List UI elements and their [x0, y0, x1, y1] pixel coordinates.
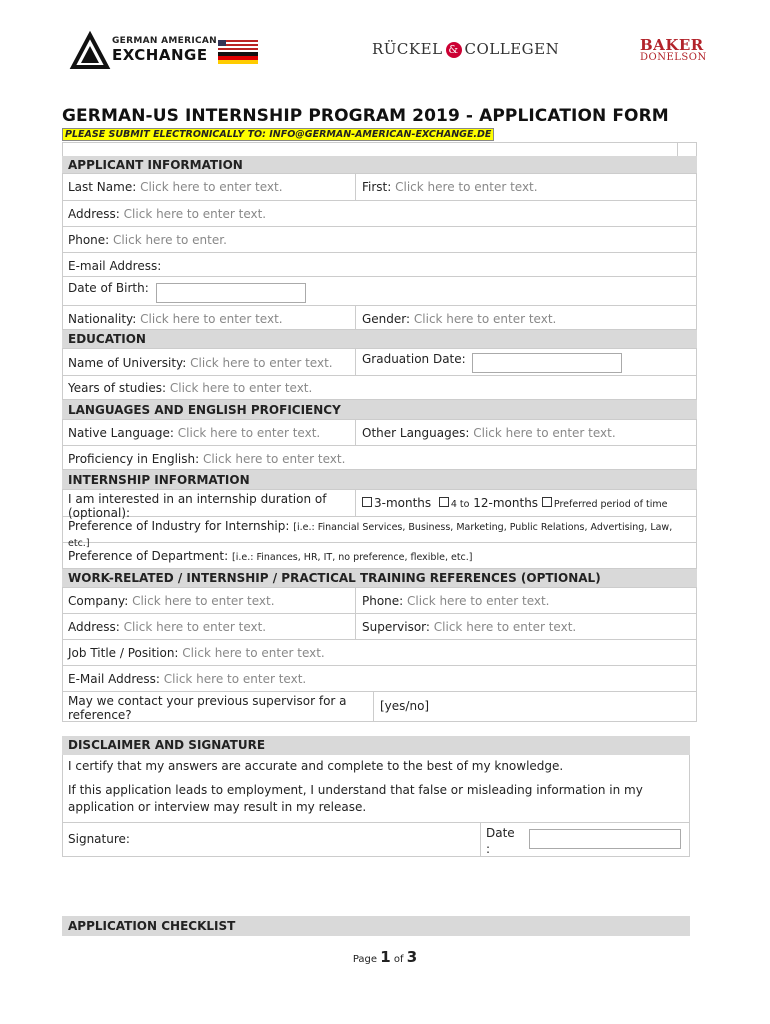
- signature-label: Signature:: [68, 832, 130, 846]
- baker-donelson-logo: BAKER DONELSON: [640, 36, 707, 63]
- native-language-field[interactable]: Click here to enter text.: [177, 426, 321, 440]
- section-education: EDUCATION: [62, 330, 697, 349]
- row-contact: May we contact your previous supervisor for a reference? [yes/no]: [68, 694, 430, 722]
- years-field[interactable]: Click here to enter text.: [169, 381, 313, 395]
- section-references: WORK-RELATED / INTERNSHIP / PRACTICAL TRAINING REFERENCES (OPTIONAL): [62, 569, 697, 588]
- german-american-exchange-logo: [72, 34, 262, 70]
- phone-field[interactable]: Click here to enter.: [113, 233, 227, 247]
- dob-input[interactable]: [156, 283, 306, 303]
- department-field[interactable]: [i.e.: Finances, HR, IT, no preference, flexible, etc.]: [232, 552, 473, 563]
- row-duration: I am interested in an internship duration of (optional): 3-months 4 to 12-months Preferred period of time: [62, 490, 697, 517]
- row-nationality: Nationality: Click here to enter text. Gender: Click here to enter text.: [62, 306, 697, 330]
- ref-phone-field[interactable]: Click here to enter text.: [407, 594, 550, 608]
- nationality-field[interactable]: Click here to enter text.: [140, 312, 283, 326]
- disclaimer-line1: I certify that my answers are accurate and complete to the best of my knowledge.: [68, 759, 564, 773]
- ruckel-collegen-logo: RÜCKEL & COLLEGEN: [372, 40, 560, 58]
- row-department: Preference of Department: [i.e.: Finances, HR, IT, no preference, flexible, etc.]: [62, 543, 697, 569]
- submit-note: PLEASE SUBMIT ELECTRONICALLY TO: INFO@GERMAN-AMERICAN-EXCHANGE.DE: [62, 128, 494, 141]
- date-label: Date :: [486, 826, 515, 856]
- row-university: Name of University: Click here to enter text. Graduation Date:: [62, 349, 697, 376]
- row-address: Address: Click here to enter text.: [62, 201, 697, 227]
- first-name-field[interactable]: Click here to enter text.: [395, 180, 538, 194]
- section-checklist: APPLICATION CHECKLIST: [62, 916, 690, 936]
- supervisor-field[interactable]: Click here to enter text.: [433, 620, 577, 634]
- ref-address-field[interactable]: Click here to enter text.: [123, 620, 267, 634]
- row-job-title: Job Title / Position: Click here to enter text.: [62, 640, 697, 666]
- university-field[interactable]: Click here to enter text.: [190, 356, 333, 370]
- row-company: Company: Click here to enter text. Phone: Click here to enter text.: [62, 588, 697, 614]
- row-years: Years of studies: Click here to enter text.: [62, 376, 697, 400]
- ampersand-badge: &: [446, 42, 462, 58]
- row-ref-email: E-Mail Address: Click here to enter text.: [62, 666, 697, 692]
- address-field[interactable]: Click here to enter text.: [123, 207, 267, 221]
- other-languages-field[interactable]: Click here to enter text.: [473, 426, 616, 440]
- section-disclaimer: DISCLAIMER AND SIGNATURE: [62, 736, 690, 755]
- section-applicant: APPLICANT INFORMATION: [62, 156, 697, 174]
- row-dob: Date of Birth:: [62, 277, 697, 306]
- contact-yesno-field[interactable]: [yes/no]: [380, 699, 430, 713]
- graduation-date-input[interactable]: [472, 353, 622, 373]
- duration-3months-checkbox[interactable]: [362, 497, 372, 507]
- gender-field[interactable]: Click here to enter text.: [413, 312, 557, 326]
- page-title: GERMAN-US INTERNSHIP PROGRAM 2019 - APPLICATION FORM: [62, 106, 669, 126]
- last-name-field[interactable]: Click here to enter text.: [140, 180, 283, 194]
- row-phone: Phone: Click here to enter.: [62, 227, 697, 253]
- us-flag-icon-2: [238, 40, 258, 52]
- proficiency-field[interactable]: Click here to enter text.: [202, 452, 346, 466]
- us-flag-icon: [218, 40, 238, 52]
- row-ref-address: Address: Click here to enter text. Supervisor: Click here to enter text.: [62, 614, 697, 640]
- row-email: E-mail Address:: [62, 253, 697, 277]
- row-native-language: Native Language: Click here to enter text. Other Languages: Click here to enter text.: [62, 420, 697, 446]
- job-title-field[interactable]: Click here to enter text.: [182, 646, 325, 660]
- disclaimer-line2: If this application leads to employment, I understand that false or misleading information in my application or interview may result in my release.: [68, 783, 643, 814]
- german-flag-icon: [218, 52, 258, 64]
- logo-text-line2: EXCHANGE: [112, 46, 208, 64]
- industry-field[interactable]: [i.e.: Financial Services, Business, Marketing, Public Relations, Advertising, Law, etc.]: [68, 522, 673, 549]
- date-input[interactable]: [529, 829, 681, 849]
- row-name: Last Name: Click here to enter text. First: Click here to enter text.: [62, 174, 697, 201]
- ref-email-field[interactable]: Click here to enter text.: [163, 672, 307, 686]
- company-field[interactable]: Click here to enter text.: [132, 594, 275, 608]
- row-proficiency: Proficiency in English: Click here to enter text.: [62, 446, 697, 470]
- page-footer: Page 1 of 3: [352, 948, 418, 966]
- section-languages: LANGUAGES AND ENGLISH PROFICIENCY: [62, 400, 697, 420]
- logo-text-line1: GERMAN AMERICAN: [112, 36, 218, 46]
- duration-preferred-checkbox[interactable]: [542, 497, 552, 507]
- section-internship: INTERNSHIP INFORMATION: [62, 470, 697, 490]
- duration-4to12-checkbox[interactable]: [439, 497, 449, 507]
- triangle-logo-icon: [72, 34, 108, 68]
- row-industry: Preference of Industry for Internship: [i.e.: Financial Services, Business, Marketing, Public Relations, Advertising, Law, etc.]: [62, 517, 697, 543]
